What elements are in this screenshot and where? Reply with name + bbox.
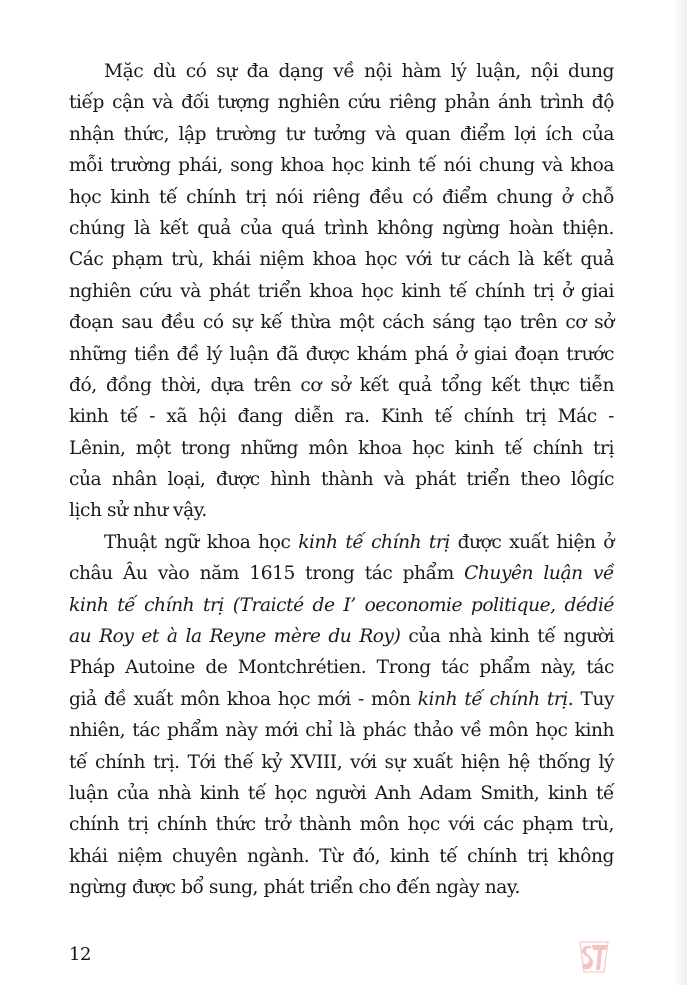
text-line: Mặc dù có sự đa dạng về nội hàm lý luận, nội dung <box>104 61 614 82</box>
text-line <box>69 590 614 621</box>
text-line: Các phạm trù, khái niệm khoa học với tư cách là kết quả <box>69 249 614 271</box>
text-line: tiếp cận và đối tượng nghiên cứu riêng phản ánh trình độ <box>69 92 614 114</box>
text-line: của nhân loại, được hình thành và phát triển theo lôgíc <box>69 469 614 491</box>
text-line: nhiên, tác phẩm này mới chỉ là phác thảo về môn học kinh <box>69 720 614 742</box>
text-line: lịch sử như vậy. <box>69 500 207 522</box>
text-line: nghiên cứu và phát triển khoa học kinh tế chính trị ở giai <box>69 280 614 302</box>
text-line: mỗi trường phái, song khoa học kinh tế nói chung và khoa <box>69 155 614 177</box>
publisher-logo-icon <box>578 940 610 974</box>
text-line: luận của nhà kinh tế học người Anh Adam Smith, kinh tế <box>69 782 614 804</box>
page-number: 12 <box>69 944 91 965</box>
text-line: chúng là kết quả của quá trình không ngừng hoàn thiện. <box>69 217 614 239</box>
text-line: nhận thức, lập trường tư tưởng và quan điểm lợi ích của <box>69 123 614 145</box>
text-run: của nhà kinh tế người <box>400 626 614 648</box>
paragraph-2 <box>69 527 614 904</box>
text-line: đó, đồng thời, dựa trên cơ sở kết quả tổng kết thực tiễn <box>69 374 614 396</box>
text-line: kinh tế - xã hội đang diễn ra. Kinh tế chính trị Mác - <box>69 406 614 428</box>
text-line: những tiền đề lý luận đã được khám phá ở giai đoạn trước <box>69 343 614 365</box>
text-run: châu Âu vào năm 1615 trong tác phẩm <box>69 563 465 585</box>
text-line: đoạn sau đều có sự kế thừa một cách sáng tạo trên cơ sở <box>69 312 614 334</box>
italic-book-title: Chuyên luận về <box>464 563 615 585</box>
italic-term: kinh tế chính trị <box>417 688 568 710</box>
text-run: Thuật ngữ khoa học <box>104 531 299 553</box>
text-run: . Tuy <box>567 688 615 710</box>
italic-book-title: kinh tế chính trị (Traicté de I’ oeconomie politique, dédié <box>69 594 614 616</box>
text-line <box>69 684 614 715</box>
text-line: chính trị chính thức trở thành môn học với các phạm trù, <box>69 814 614 836</box>
italic-book-title: au Roy et à la Reyne mère du Roy) <box>69 626 401 648</box>
text-line <box>69 621 614 652</box>
page-edge-shadow <box>673 0 687 985</box>
italic-term: kinh tế chính trị <box>298 531 450 553</box>
text-line: ngừng được bổ sung, phát triển cho đến ngày nay. <box>69 877 520 899</box>
text-line: tế chính trị. Tới thế kỷ XVIII, với sự xuất hiện hệ thống lý <box>69 751 614 773</box>
text-run: giả đề xuất môn khoa học mới - môn <box>69 688 418 710</box>
paragraph-1 <box>69 56 614 527</box>
text-line: Lênin, một trong những môn khoa học kinh tế chính trị <box>69 437 614 459</box>
text-line: khái niệm chuyên ngành. Từ đó, kinh tế chính trị không <box>69 845 614 867</box>
text-line <box>69 558 614 589</box>
body-text <box>69 56 614 904</box>
text-line <box>69 527 614 558</box>
text-line: học kinh tế chính trị nói riêng đều có điểm chung ở chỗ <box>69 186 614 208</box>
text-line: Pháp Autoine de Montchrétien. Trong tác phẩm này, tác <box>69 657 614 679</box>
text-run: được xuất hiện ở <box>449 531 614 553</box>
